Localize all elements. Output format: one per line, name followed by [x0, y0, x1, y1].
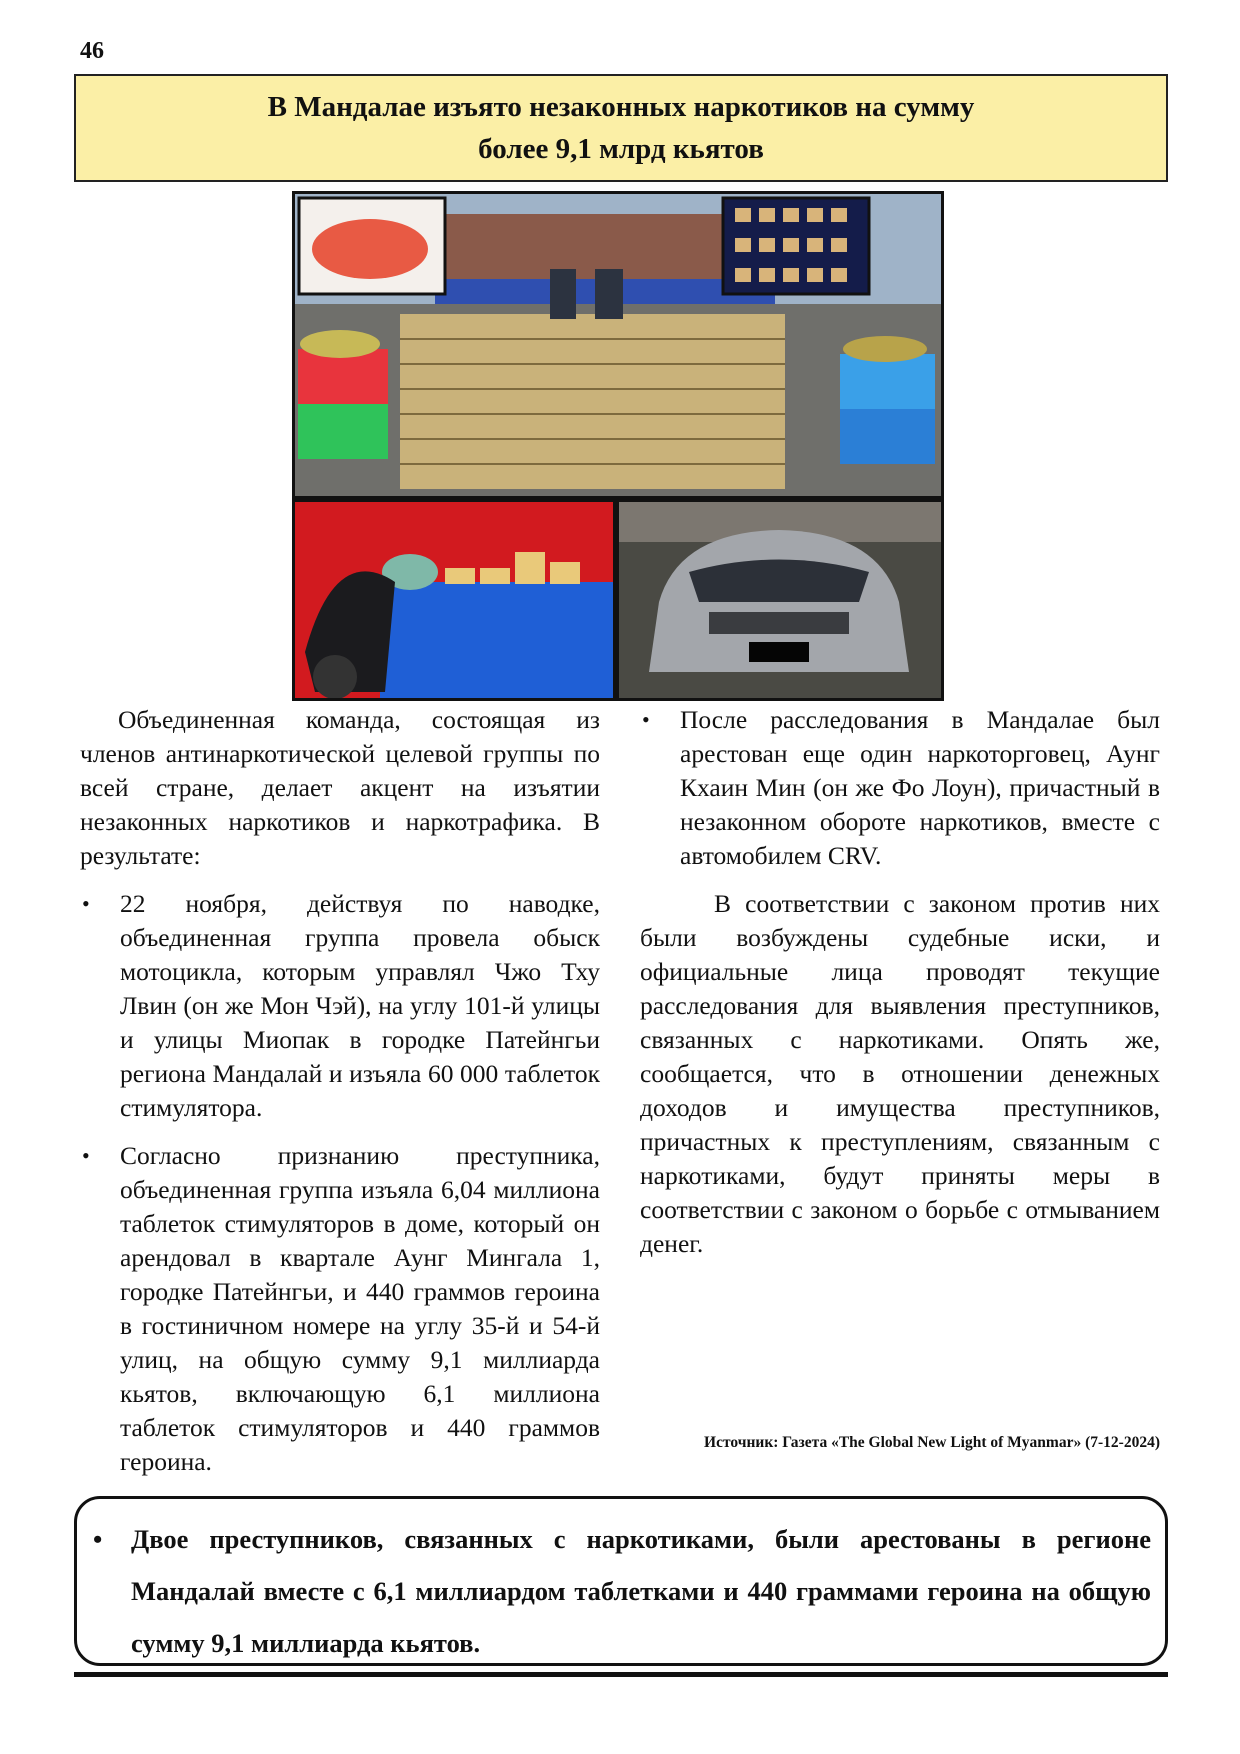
summary-box	[74, 1496, 1168, 1666]
photo-collage	[292, 191, 944, 701]
bullet-symbol: •	[93, 1524, 103, 1554]
title-line-1: В Мандалае изъято незаконных наркотиков на сумму	[267, 91, 975, 123]
title-box	[74, 74, 1168, 182]
bullet-item	[80, 1139, 600, 1479]
motorcycle-photo	[295, 502, 613, 698]
bullet-item	[640, 703, 1160, 873]
source-note: Источник: Газета «The Global New Light of Myanmar» (7-12-2024)	[704, 1434, 1160, 1451]
bullet-text: Согласно признанию преступника, объединенная группа изъяла 6,04 миллиона таблеток стимуляторов в доме, который он арендовал в квартале Аунг Мингала 1, городке Патейнгьи, и 440 граммов героина в гостиничном номере на углу 35-й и 54-й улиц, на общую сумму 9,1 миллиарда кьятов, включающую 6,1 миллиона таблеток стимуляторов и 440 граммов героина.	[120, 1141, 600, 1476]
intro-paragraph: Объединенная команда, состоящая из членов антинаркотической целевой группы по всей стране, делает акцент на изъятии незаконных наркотиков и наркотрафика. В результате:	[80, 705, 600, 870]
right-column	[640, 703, 1160, 1261]
car-photo	[619, 502, 941, 698]
title-line-2: более 9,1 млрд кьятов	[478, 133, 764, 165]
seized-drugs-photo	[295, 194, 941, 496]
page-number: 46	[80, 38, 104, 64]
bullet-symbol: •	[82, 1143, 90, 1168]
bullet-text: 22 ноября, действуя по наводке, объединенная группа провела обыск мотоцикла, которым управлял Чжо Тху Лвин (он же Мон Чэй), на углу 101-й улицы и улицы Миопак в городке Патейнгьи региона Мандалай и изъяла 60 000 таблеток стимулятора.	[120, 889, 600, 1122]
legal-paragraph: В соответствии с законом против них были возбуждены судебные иски, и официальные лица проводят текущие расследования для выявления преступников, связанных с наркотиками. Опять же, сообщается, что в отношении денежных доходов и имущества преступников, причастных к преступлениям, связанным с наркотиками, будут приняты меры в соответствии с законом о борьбе с отмыванием денег.	[640, 889, 1160, 1258]
bullet-symbol: •	[642, 707, 650, 732]
summary-text: Двое преступников, связанных с наркотиками, были арестованы в регионе Мандалай вместе с 6,1 миллиардом таблетками и 440 граммами героина на общую сумму 9,1 миллиарда кьятов.	[131, 1524, 1151, 1658]
bullet-symbol: •	[82, 891, 90, 916]
bullet-text: После расследования в Мандалае был арестован еще один наркоторговец, Аунг Кхаин Мин (он же Фо Лоун), причастный в незаконном обороте наркотиков, вместе с автомобилем CRV.	[680, 705, 1160, 870]
bottom-rule	[74, 1672, 1168, 1677]
bullet-item	[80, 887, 600, 1125]
left-column	[80, 703, 600, 1479]
